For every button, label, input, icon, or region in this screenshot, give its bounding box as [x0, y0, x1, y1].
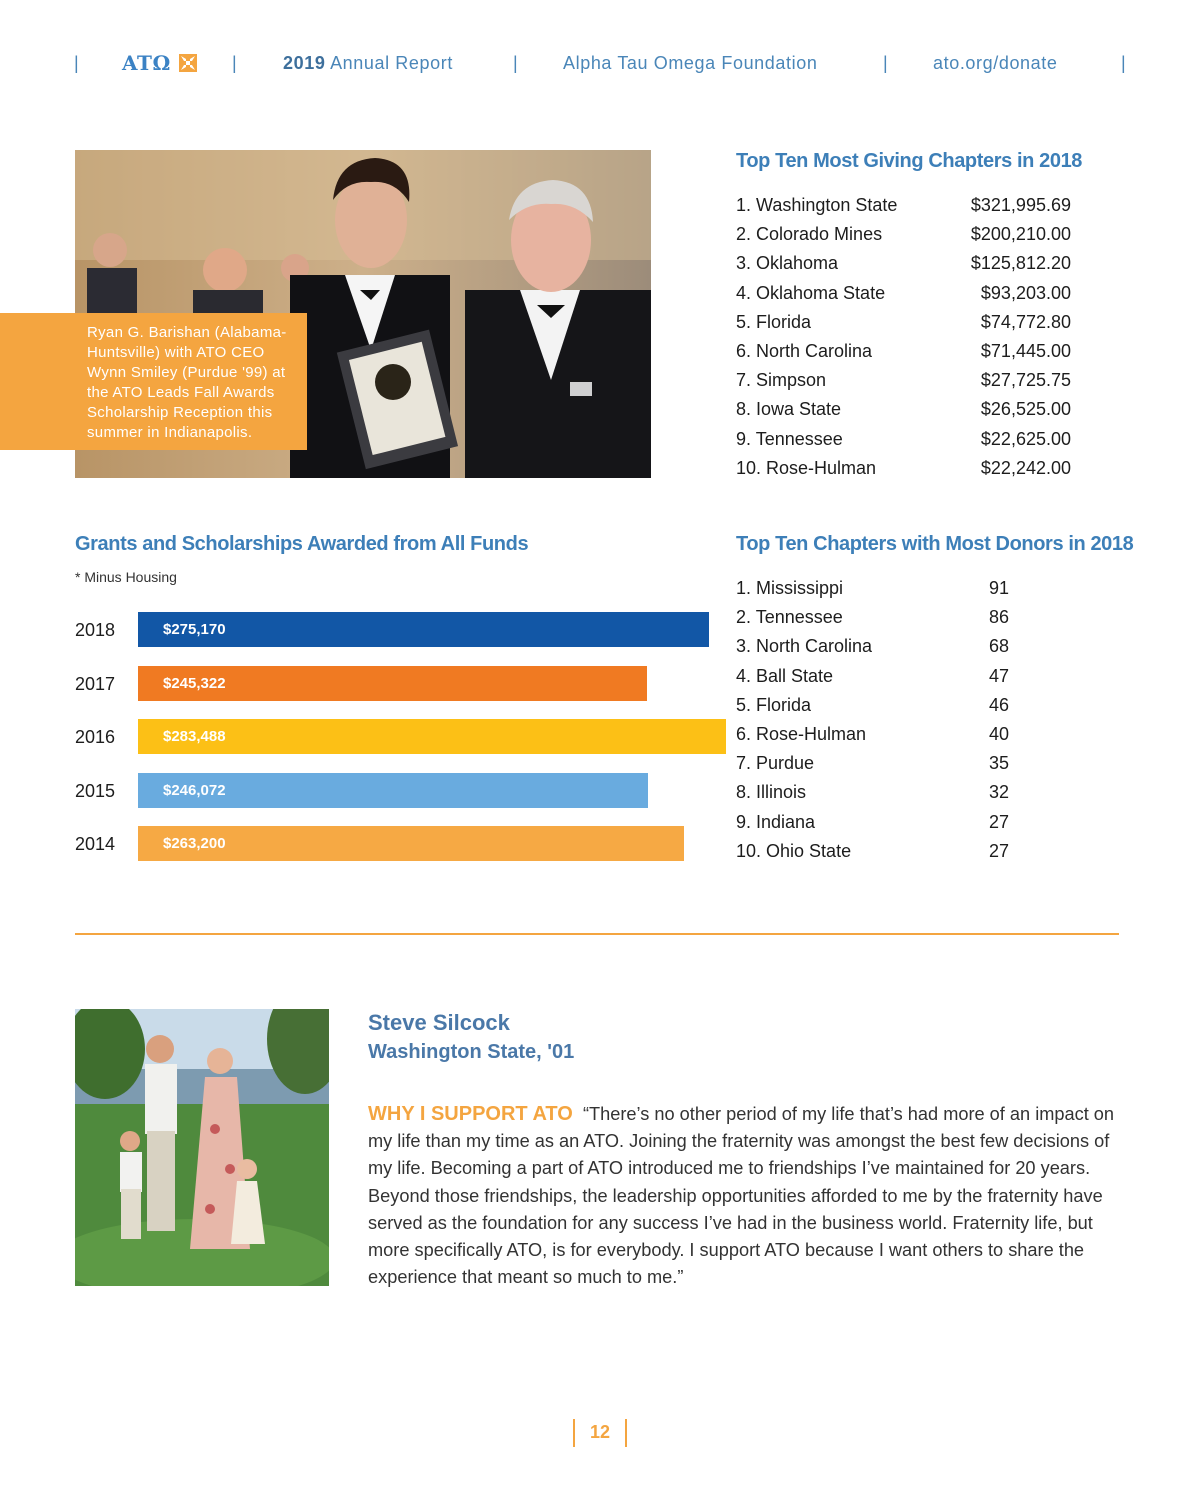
list-item: [736, 753, 1009, 782]
chart-title: Grants and Scholarships Awarded from All Funds: [75, 533, 529, 555]
bar-category-label: 2017: [75, 673, 116, 694]
chapter-value: 27: [988, 840, 1009, 861]
chapter-value: $93,203.00: [980, 282, 1071, 303]
list-item: [736, 636, 1009, 665]
chapter-name: 9. Indiana: [736, 811, 816, 832]
chapter-name: 10. Ohio State: [736, 840, 852, 861]
logo-text: ATΩ: [122, 51, 171, 75]
bar-value-label: $263,200: [163, 835, 226, 852]
list-item: [736, 695, 1009, 724]
report-label: Annual Report: [330, 53, 453, 73]
ato-logo: [122, 48, 197, 78]
bar-row: [75, 773, 775, 809]
profile-chapter: Washington State, '01: [368, 1041, 575, 1063]
bar-2018: [138, 612, 709, 647]
page-number: 12: [589, 1422, 611, 1442]
chapter-name: 7. Purdue: [736, 753, 815, 774]
donate-link[interactable]: ato.org/donate: [933, 53, 1058, 73]
chapter-name: 7. Simpson: [736, 370, 827, 391]
chapter-value: 32: [988, 782, 1009, 803]
chapter-name: 5. Florida: [736, 694, 812, 715]
chapter-name: 6. North Carolina: [736, 340, 873, 361]
bar-category-label: 2015: [75, 780, 116, 801]
top-donors-title: Top Ten Chapters with Most Donors in 2018: [736, 533, 1134, 555]
chapter-value: $22,625.00: [980, 428, 1071, 449]
chart-note: * Minus Housing: [75, 569, 177, 585]
why-support-label: WHY I SUPPORT ATO: [368, 1103, 573, 1125]
chapter-name: 4. Ball State: [736, 665, 834, 686]
list-item: [736, 195, 1071, 224]
top-donors-list: [736, 578, 1009, 870]
chapter-value: $321,995.69: [970, 195, 1071, 215]
header-separator: |: [883, 53, 889, 73]
header-separator: |: [513, 53, 519, 73]
chapter-name: 1. Mississippi: [736, 578, 844, 598]
report-title: [283, 48, 453, 78]
page-header: [0, 48, 1200, 78]
chapter-value: $27,725.75: [980, 370, 1071, 391]
list-item: [736, 724, 1009, 753]
bar-value-label: $283,488: [163, 728, 226, 745]
chapter-value: $200,210.00: [970, 224, 1071, 245]
bar-2015: [138, 773, 648, 808]
list-item: [736, 253, 1071, 282]
header-separator: |: [74, 53, 80, 73]
family-photo-illustration: [75, 1009, 329, 1286]
chapter-name: 6. Rose-Hulman: [736, 723, 867, 744]
bar-2016: [138, 719, 726, 754]
chapter-value: $26,525.00: [980, 399, 1071, 420]
chapter-name: 8. Illinois: [736, 782, 807, 803]
cross-icon: [179, 54, 197, 72]
chapter-value: $125,812.20: [970, 253, 1071, 274]
list-item: [736, 224, 1071, 253]
section-divider: [75, 933, 1119, 935]
bar-category-label: 2014: [75, 834, 116, 854]
list-item: [736, 458, 1071, 487]
top-giving-list: [736, 195, 1071, 487]
chapter-name: 3. North Carolina: [736, 636, 873, 657]
profile-quote: “There’s no other period of my life that’s had more of an impact on my life than my time as an ATO. Joining the fraternity was amongst the best few decisions of my life. Becoming a part of ATO introduced me to friendships I’ve maintained for 20 years. Beyond those friendships, the leadership opportunities afforded to me by the fraternity have served as the foundation for any success I’ve had in the business world. Fraternity life, but more specifically ATO, is for everybody. I support ATO because I want others to share the experience that meant so much to me.”: [368, 1104, 1115, 1288]
bar-2014: [138, 826, 684, 861]
profile-quote-block: [368, 1101, 1136, 1291]
bar-2017: [138, 666, 647, 701]
bar-value-label: $275,170: [163, 621, 226, 638]
list-item: [736, 429, 1071, 458]
chapter-value: 47: [988, 665, 1009, 686]
profile-name: Steve Silcock: [368, 1010, 510, 1035]
bar-row: [75, 612, 775, 648]
bar-value-label: $245,322: [163, 674, 226, 692]
photo-caption: [0, 313, 307, 450]
bar-row: [75, 719, 775, 755]
chapter-value: 86: [988, 607, 1009, 628]
bar-row: [75, 666, 775, 702]
bar-category-label: 2016: [75, 727, 116, 747]
chapter-value: 40: [988, 723, 1009, 744]
header-separator: |: [1121, 53, 1127, 73]
chapter-value: $22,242.00: [980, 457, 1071, 478]
chapter-name: 1. Washington State: [736, 195, 898, 215]
list-item: [736, 399, 1071, 428]
report-year: 2019: [283, 53, 326, 73]
list-item: [736, 666, 1009, 695]
chapter-value: 91: [988, 578, 1009, 598]
page-footer: [573, 1419, 627, 1447]
list-item: [736, 283, 1071, 312]
chapter-name: 5. Florida: [736, 311, 812, 332]
chapter-value: $71,445.00: [980, 340, 1071, 361]
chapter-name: 9. Tennessee: [736, 428, 843, 449]
chapter-name: 2. Colorado Mines: [736, 224, 883, 245]
chapter-value: 68: [988, 636, 1009, 657]
list-item: [736, 578, 1009, 607]
chapter-name: 4. Oklahoma State: [736, 282, 886, 303]
chapter-name: 10. Rose-Hulman: [736, 457, 877, 478]
chapter-value: $74,772.80: [980, 311, 1071, 332]
chapter-value: 46: [988, 694, 1009, 715]
bar-value-label: $246,072: [163, 781, 226, 799]
list-item: [736, 341, 1071, 370]
chapter-value: 27: [988, 811, 1009, 832]
header-separator: |: [232, 53, 238, 73]
photo-caption-text: Ryan G. Barishan (Alabama-Huntsville) with ATO CEO Wynn Smiley (Purdue '99) at the ATO Leads Fall Awards Scholarship Reception this summer in Indianapolis.: [87, 324, 287, 441]
family-photo: [75, 1009, 329, 1286]
chapter-name: 3. Oklahoma: [736, 253, 839, 274]
top-giving-title: Top Ten Most Giving Chapters in 2018: [736, 150, 1083, 172]
org-name: Alpha Tau Omega Foundation: [563, 53, 818, 73]
bar-category-label: 2018: [75, 620, 116, 640]
list-item: [736, 312, 1071, 341]
list-item: [736, 812, 1009, 841]
chapter-name: 2. Tennessee: [736, 607, 843, 628]
bar-row: [75, 826, 775, 862]
chapter-value: 35: [988, 753, 1009, 774]
chapter-name: 8. Iowa State: [736, 399, 842, 420]
list-item: [736, 782, 1009, 811]
footer-bar-right: [625, 1419, 627, 1447]
list-item: [736, 370, 1071, 399]
list-item: [736, 841, 1009, 870]
list-item: [736, 607, 1009, 636]
